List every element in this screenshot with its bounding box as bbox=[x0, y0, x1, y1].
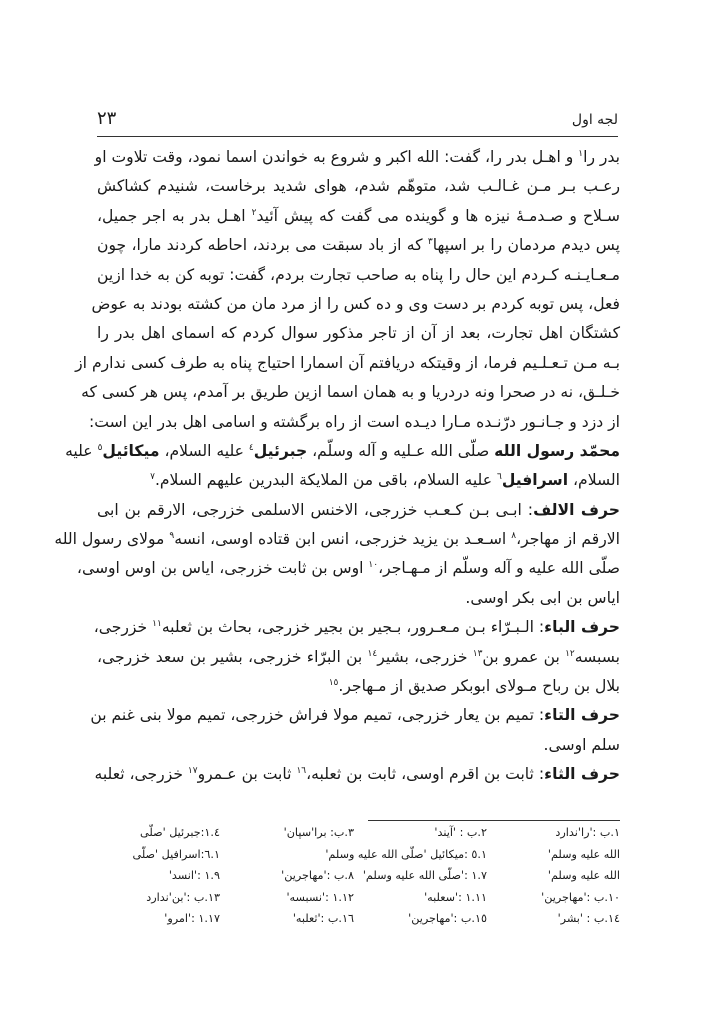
footnote-ref: ٤ bbox=[248, 442, 254, 453]
footnote-ref: ۱۱ bbox=[152, 619, 162, 630]
text-segment: سـلاح و صـدمـهٔ نیزه ها و گوینده می گفت که پیش آئید bbox=[256, 206, 620, 225]
footnote-item: الله علیه وسلم' bbox=[547, 869, 620, 883]
bold-term: جبرئیل bbox=[253, 441, 308, 460]
footnote-item: الله علیه وسلم' bbox=[547, 847, 620, 861]
text-segment: بسبسه bbox=[574, 647, 620, 666]
bold-term: اسرافیل bbox=[501, 471, 569, 490]
text-line bbox=[97, 202, 620, 231]
footnote-ref: ۱۷ bbox=[187, 766, 198, 777]
text-segment: سلم اوسی. bbox=[543, 735, 620, 754]
text-line bbox=[54, 525, 620, 554]
text-line bbox=[76, 554, 620, 583]
text-segment: علیه السلام، bbox=[159, 441, 249, 460]
footnote-row bbox=[97, 869, 620, 891]
footnote-item: ۱.۱۱ :'سعلبه' bbox=[424, 890, 487, 904]
footnote-ref: ۱٥ bbox=[328, 677, 339, 688]
header-divider bbox=[97, 136, 618, 137]
running-header bbox=[97, 110, 618, 134]
text-segment: علیه bbox=[65, 441, 98, 460]
bold-term: محمّد رسول الله bbox=[494, 441, 620, 460]
footnotes bbox=[97, 826, 620, 934]
text-segment: خـلـق، نه در صحرا ونه دردریا و به همان اسما ازین طریق بر آمدم، پس هر کسی که bbox=[81, 383, 620, 402]
bold-term: حرف الباء bbox=[544, 618, 620, 637]
text-segment: صلّی الله عـلیه و آله وسلّم، bbox=[307, 441, 495, 460]
text-line bbox=[90, 701, 620, 730]
footnote-row bbox=[97, 848, 620, 870]
footnote-item: ۱٦.ب :'ثعلبه' bbox=[292, 912, 354, 926]
text-line bbox=[97, 261, 620, 290]
footnote-item: ۲.ب : 'آیند' bbox=[434, 826, 487, 839]
text-segment: : ابـی بـن کـعـب خزرجی، الاخنس الاسلمی خزرجی، الارقم بن ابی bbox=[97, 500, 534, 519]
footnote-ref: ۱٦ bbox=[296, 766, 307, 777]
bold-term: حرف الالف bbox=[533, 500, 620, 519]
text-segment: ثابت بن عـمرو bbox=[197, 765, 297, 784]
text-segment: اسـعـد بن یزید خزرجی، انس ابن قتاده اوسی، انسه bbox=[174, 530, 512, 549]
chapter-title: لجه اول bbox=[571, 112, 618, 128]
text-line bbox=[97, 643, 620, 672]
footnote-ref: ۲ bbox=[251, 207, 257, 218]
text-segment: : الـبـرّاء بـن مـعـرور، بـجیر بن بجیر خزرجی، بحاث بن ثعلبه bbox=[161, 618, 545, 637]
text-segment: و اهـل بدر را، گفت: الله اکبر و شروع به خواندن اسما نمود، وقت تلاوت او bbox=[94, 148, 579, 166]
text-segment: علیه السلام، باقی من الملایکة البدرین علیهم السلام. bbox=[154, 471, 497, 490]
footnote-item: ۱.۷ :'صلّی الله علیه وسلم' bbox=[362, 869, 487, 883]
text-segment: خزرجی، ثعلبه bbox=[94, 765, 188, 784]
text-segment: خزرجی، بشیر bbox=[377, 647, 473, 666]
text-segment: اوس بن ثابت خزرجی، ایاس بن اوس اوسی، bbox=[76, 559, 369, 578]
text-segment: الارقم از مهاجر، bbox=[516, 530, 620, 549]
text-segment: از دزد و جـانـور درّنـده مـارا دیـده است از راه برگشته و اسامی اهل بدر این است: bbox=[89, 412, 620, 431]
footnote-row bbox=[97, 891, 620, 913]
footnote-ref: ۱ bbox=[578, 148, 584, 159]
text-segment: بن عمرو بن bbox=[482, 647, 566, 666]
text-line bbox=[75, 349, 620, 378]
footnote-ref: ۱۰ bbox=[368, 560, 379, 571]
footnote-ref: ٥ bbox=[97, 442, 103, 453]
footnote-item: ۱.۱۷ :'امرو' bbox=[164, 912, 220, 926]
text-segment: صلّی الله علیه و آله وسلّم از مـهـاجر، bbox=[378, 559, 620, 578]
footnote-ref: ۸ bbox=[511, 530, 517, 541]
footnote-item: ۱۰.ب :'مهاجرین' bbox=[541, 890, 620, 904]
text-line bbox=[94, 143, 620, 172]
footnote-item: ۱.ب :'را'ندارد bbox=[555, 826, 620, 839]
footnote-item: ۳.ب: برا'سپان' bbox=[283, 826, 354, 839]
bold-term: حرف التاء bbox=[544, 706, 620, 725]
footnote-item: ۱٥.ب :'مهاجرین' bbox=[408, 912, 487, 926]
text-line bbox=[97, 466, 620, 495]
text-line bbox=[97, 672, 620, 701]
footnote-ref: ۱٤ bbox=[367, 648, 378, 659]
footnote-item: ۸.ب :'مهاجرین' bbox=[281, 869, 354, 883]
text-segment: : ثابت بن اقرم اوسی، ثابت بن ثعلبه، bbox=[306, 765, 545, 784]
text-line bbox=[97, 496, 620, 525]
text-segment: بلال بن رباح مـولای ابوبکر صدیق از مـهاجر. bbox=[338, 677, 620, 696]
text-line bbox=[93, 613, 620, 642]
main-text bbox=[54, 143, 620, 790]
footnote-item: ۱.٥ :میکائیل 'صلّی الله علیه وسلم' bbox=[325, 847, 487, 861]
text-line bbox=[91, 290, 620, 319]
footnote-ref: ٦ bbox=[496, 472, 502, 483]
text-line bbox=[89, 408, 620, 437]
footnote-row bbox=[97, 912, 620, 934]
footnote-ref: ۷ bbox=[150, 472, 155, 483]
footnote-item: ۱.۹ :'انسد' bbox=[168, 869, 220, 883]
footnote-divider bbox=[368, 820, 620, 821]
footnote-item: ۱.٦:اسرافیل 'صلّی bbox=[132, 847, 220, 861]
text-segment: بـه مـن تـعـلـیم فرما، از وقیتکه دریافتم آن اسمارا احتیاج پناه به طرف کسی ندارم از bbox=[75, 353, 620, 372]
text-segment: خزرجی، bbox=[93, 618, 153, 637]
text-segment: رعـب بـر مـن غـالـب شد، متوهّم شدم، هوای شدید برخاست، شنیدم کشاکش bbox=[97, 177, 620, 196]
text-segment: السلام، bbox=[568, 471, 620, 490]
footnote-ref: ۱۲ bbox=[565, 648, 575, 659]
text-segment: ایاس بن ابی بکر اوسی. bbox=[465, 588, 620, 607]
text-segment: پس دیدم مردمان را بر اسپها bbox=[432, 236, 620, 255]
footnote-item: ۱٤.ب : 'بشر' bbox=[557, 912, 620, 926]
text-segment: مـعـایـنـه کـردم این حال را پناه به صاحب تجارت بردم، گفت: توبه کن به خدا ازین bbox=[97, 265, 620, 284]
footnote-ref: ۱۳ bbox=[472, 648, 483, 659]
text-line bbox=[81, 378, 620, 407]
bold-term: حرف الثاء bbox=[544, 765, 620, 784]
page-number: ۲۳ bbox=[97, 108, 117, 129]
footnote-item: ۱.۱۲ :'نسبسه' bbox=[286, 890, 354, 904]
bold-term: میکائیل bbox=[102, 441, 160, 460]
text-line bbox=[97, 231, 620, 260]
footnote-item: ٤.۱:جبرئیل 'صلّی bbox=[140, 826, 220, 839]
text-segment: که از باد سبقت می بردند، احاطه کردند مارا، چون bbox=[97, 236, 428, 255]
text-line bbox=[97, 731, 620, 760]
text-line bbox=[97, 172, 620, 201]
text-segment: بن البرّاء خزرجی، بشیر بن سعد خزرجی، bbox=[97, 647, 368, 666]
footnote-row bbox=[97, 826, 620, 848]
text-line bbox=[97, 319, 620, 348]
text-segment: بدر را bbox=[583, 148, 620, 166]
footnote-ref: ۳ bbox=[427, 236, 433, 247]
text-line bbox=[97, 584, 620, 613]
text-line bbox=[65, 437, 620, 466]
text-segment: فعل، پس توبه کردم بر دست وی و ده کس را از مرد مان من کشته بودند به عوض bbox=[91, 294, 620, 313]
text-line bbox=[94, 760, 620, 789]
footnote-item: ۱۳.ب :'بن'ندارد bbox=[146, 890, 220, 904]
text-segment: کشتگان اهل تجارت، بعد از آن از تاجر مذکور سوال کردم که اسمای اهل بدر را bbox=[97, 324, 620, 343]
text-segment: : تمیم بن یعار خزرجی، تمیم مولا فراش خزرجی، تمیم مولا بنی غنم بن bbox=[90, 706, 545, 725]
text-segment: مولای رسول الله bbox=[54, 530, 170, 549]
text-segment: اهـل بدر به اجر جمیل، bbox=[97, 206, 252, 225]
footnote-ref: ۹ bbox=[169, 530, 175, 541]
